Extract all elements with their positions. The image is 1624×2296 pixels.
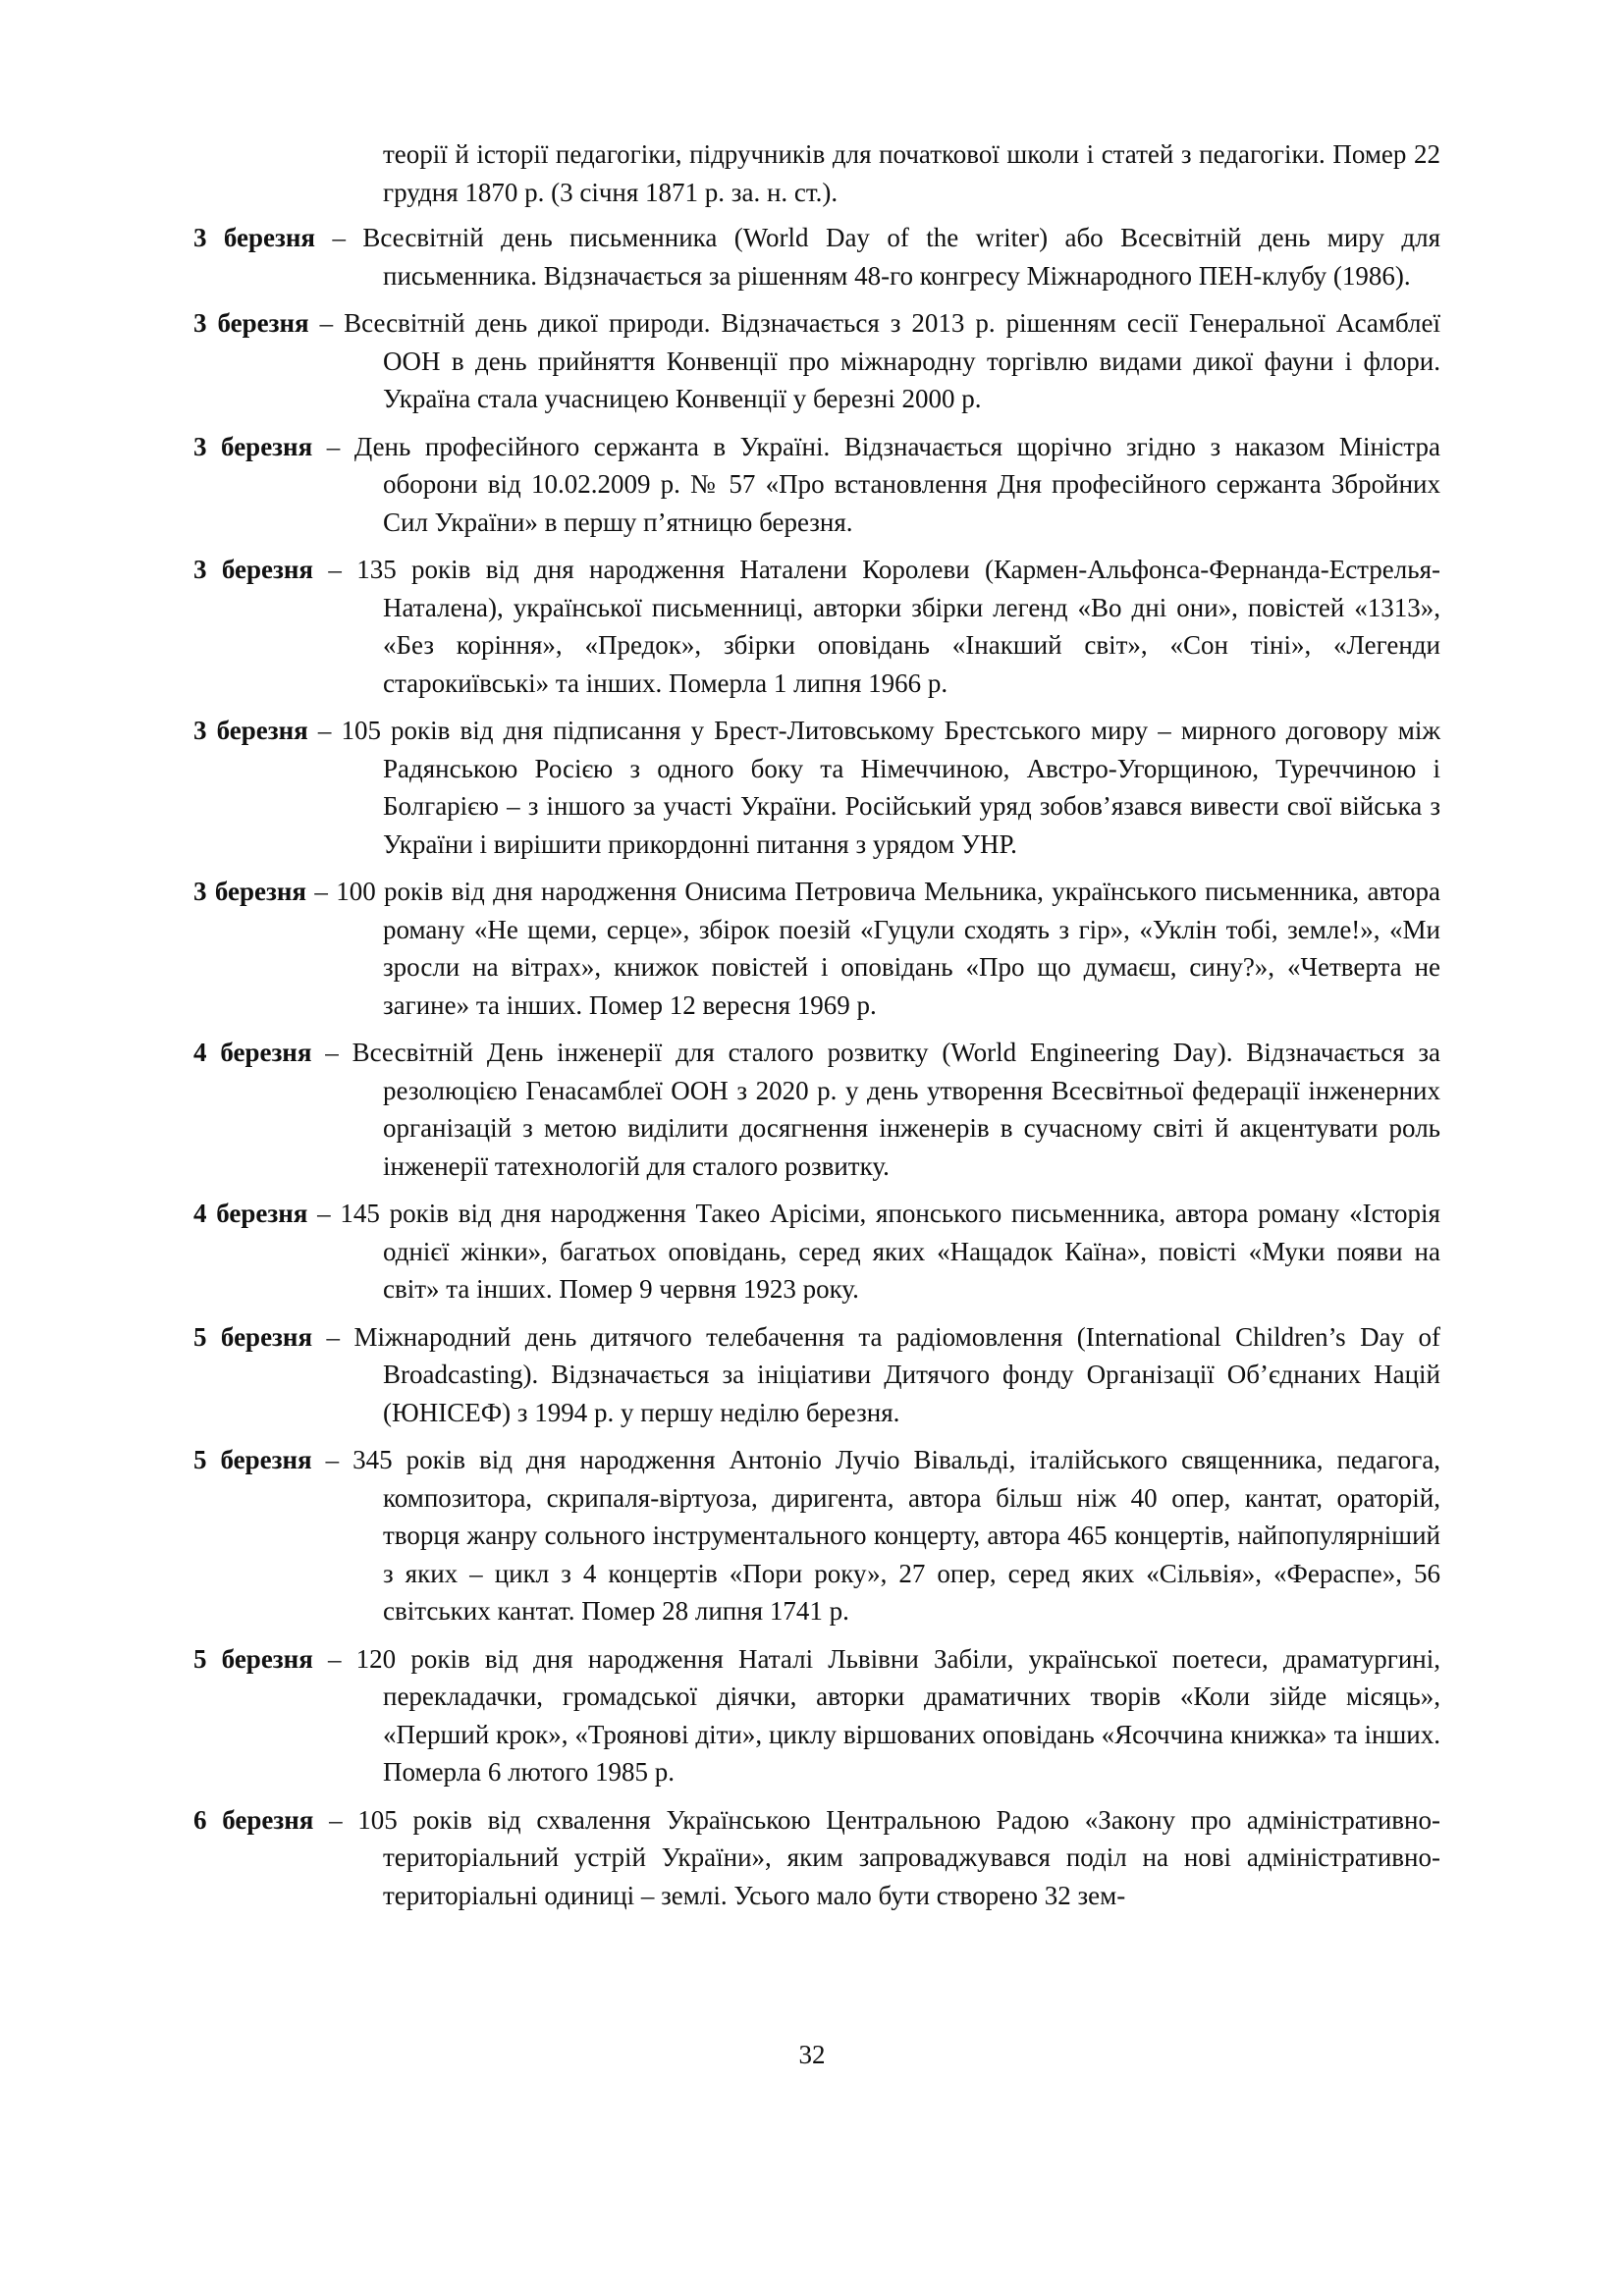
entry-date: 3 березня: [193, 308, 309, 338]
entry-date: 6 березня: [193, 1804, 314, 1835]
calendar-entry: [193, 1318, 1440, 1432]
entry-text: – 145 років від дня народження Такео Арісіми, японського письменника, автора роману «Історія однієї жінки», багатьох оповідань, серед яких «Нащадок Каїна», повісті «Муки появи на світ» та інших. Помер 9 червня 1923 року.: [307, 1199, 1440, 1304]
entry-date: 3 березня: [193, 431, 313, 461]
entry-date: 3 березня: [193, 716, 308, 745]
entry-text: – Всесвітній день письменника (World Day of the writer) або Всесвітній день миру для письменника. Відзначається за рішенням 48-го конгресу Міжнародного ПЕН-клубу (1986).: [315, 223, 1440, 291]
page-number: 32: [798, 2040, 826, 2069]
calendar-entry: [193, 1441, 1440, 1630]
calendar-entry: [193, 1640, 1440, 1791]
calendar-entry: [193, 219, 1440, 294]
entry-text: – Всесвітній День інженерії для сталого розвитку (World Engineering Day). Відзначається за резолюцією Генасамблеї ООН з 2020 р. у день утворення Всесвітньої федерації інженерних організацій з метою виділити досягнення інженерів в сучасному світі й акцентувати роль інженерії татехнологій для сталого розвитку.: [311, 1038, 1440, 1181]
entry-date: 5 березня: [193, 1643, 313, 1674]
continued-paragraph: теорії й історії педагогіки, підручників для початкової школи і статей з педагогіки. Помер 22 грудня 1870 р. (3 січня 1871 р. за. н. ст.).: [383, 139, 1440, 207]
entry-text: – Всесвітній день дикої природи. Відзначається з 2013 р. рішенням сесії Генеральної Асамблеї ООН в день прийняття Конвенції про міжнародну торгівлю видами дикої фауни і флори. Україна стала учасницею Конвенції у березні 2000 р.: [308, 308, 1440, 413]
calendar-entry: [193, 712, 1440, 863]
entry-text: – День професійного сержанта в Україні. Відзначається щорічно згідно з наказом Міністра оборони від 10.02.2009 р. № 57 «Про встановлення Дня професійного сержанта Збройних Сил України» в першу п’ятницю березня.: [312, 431, 1440, 537]
entry-date: 3 березня: [193, 877, 306, 906]
entry-date: 4 березня: [193, 1038, 312, 1067]
calendar-entry: [193, 551, 1440, 702]
calendar-entry: [193, 1195, 1440, 1308]
entry-date: 5 березня: [193, 1321, 313, 1352]
entry-text: – 120 років від дня народження Наталі Львівни Забіли, української поетеси, драматургині, перекладачки, громадської діячки, авторки драматичних творів «Коли зійде місяць», «Перший крок», «Троянові діти», циклу віршованих оповідань «Ясоччина книжка» та інших. Померла 6 лютого 1985 р.: [312, 1643, 1440, 1787]
entry-text: – 100 років від дня народження Онисима Петровича Мельника, українського письменника, автора роману «Не щеми, серце», збірок поезій «Гуцули сходять з гір», «Уклін тобі, земле!», «Ми зросли на вітрах», книжок повістей і оповідань «Про що думаєш, сину?», «Четверта не загине» та інших. Помер 12 вересня 1969 р.: [306, 877, 1440, 1020]
entry-text: – 345 років від дня народження Антоніо Лучіо Вівальді, італійського священника, педагога, композитора, скрипаля-віртуоза, диригента, автора більш ніж 40 опер, кантат, ораторій, творця жанру сольного інструментального концерту, автора 465 концертів, найпопулярніший з яких – цикл з 4 концертів «Пори року», 27 опер, серед яких «Сільвія», «Ферaспе», 56 світських кантат. Помер 28 липня 1741 р.: [311, 1445, 1440, 1626]
entry-text: – 135 років від дня народження Наталени Королеви (Кармен-Альфонса-Фернанда-Естрелья-Наталена), української письменниці, авторки збірки легенд «Во дні они», повістей «1313», «Без коріння», «Предок», збірки оповідань «Інакший світ», «Сон тіні», «Легенди старокиївські» та інших. Померла 1 липня 1966 р.: [313, 555, 1440, 698]
calendar-entry: [193, 1034, 1440, 1185]
entry-date: 4 березня: [193, 1199, 308, 1228]
calendar-entry: [193, 428, 1440, 542]
entry-date: 3 березня: [193, 223, 316, 252]
entry-date: 3 березня: [193, 555, 313, 584]
entry-text: – 105 років від дня підписання у Брест-Литовському Брестського миру – мирного договору між Радянською Росією з одного боку та Німеччиною, Австро-Угорщиною, Туреччиною і Болгарією – з іншого за участі України. Російський уряд зобов’язався вивести свої війська з України і вирішити прикордонні питання з урядом УНР.: [307, 716, 1440, 859]
page-content: [193, 135, 1440, 1924]
calendar-entry: [193, 873, 1440, 1024]
entry-date: 5 березня: [193, 1445, 312, 1474]
calendar-entry: [193, 304, 1440, 418]
calendar-entries: [193, 219, 1440, 1914]
calendar-entry: [193, 1801, 1440, 1915]
entry-text: – 105 років від схвалення Українською Центральною Радою «Закону про адміністративно-територіальний устрій України», яким запроваджувався поділ на нові адміністративно-територіальні одиниці – землі. Усього мало бути створено 32 зем-: [313, 1804, 1440, 1910]
entry-text: – Міжнародний день дитячого телебачення та радіомовлення (International Children’s Day of Broadcasting). Відзначається за ініціативи Дитячого фонду Організації Об’єднаних Націй (ЮНІСЕФ) з 1994 р. у першу неділю березня.: [312, 1321, 1440, 1427]
